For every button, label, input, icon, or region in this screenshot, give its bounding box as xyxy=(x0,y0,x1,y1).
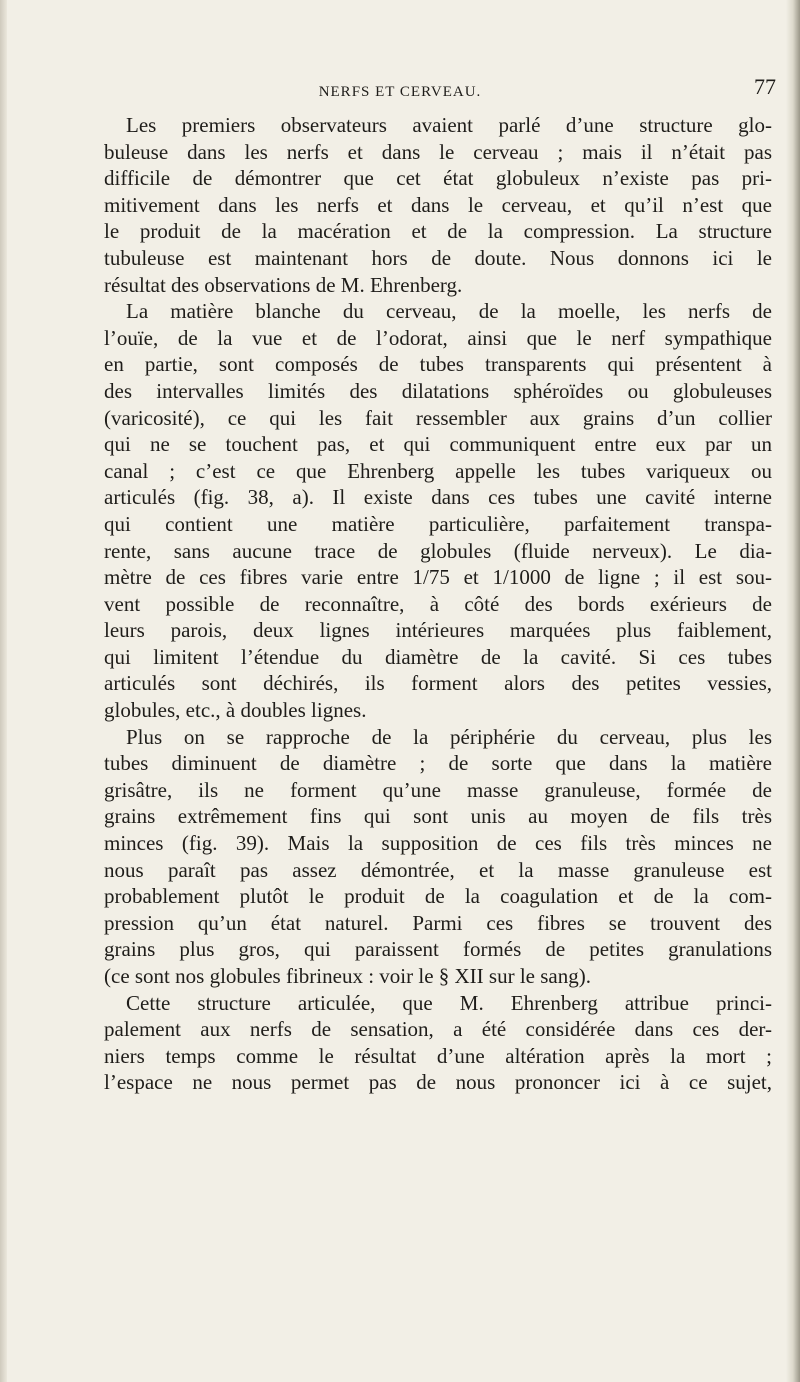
text-line: canal ; c’est ce que Ehrenberg appelle les tubes variqueux ou xyxy=(104,458,772,483)
text-line: (varicosité), ce qui les fait ressembler aux grains d’un collier xyxy=(104,405,772,430)
text-line: résultat des observations de M. Ehrenberg. xyxy=(104,272,463,297)
body-text xyxy=(104,112,772,1096)
text-line: grains plus gros, qui paraissent formés de petites granulations xyxy=(104,937,772,962)
text-line: mitivement dans les nerfs et dans le cerveau, et qu’il n’est que xyxy=(104,192,772,217)
text-line: probablement plutôt le produit de la coagulation et de la com- xyxy=(104,884,772,909)
text-line: (ce sont nos globules fibrineux : voir le § XII sur le sang). xyxy=(104,964,591,988)
text-line: l’ouïe, de la vue et de l’odorat, ainsi que le nerf sympathique xyxy=(104,325,772,350)
text-line: qui limitent l’étendue du diamètre de la cavité. Si ces tubes xyxy=(104,644,772,669)
text-line: globules, etc., à doubles lignes. xyxy=(104,698,367,723)
text-line: articulés (fig. 38, a). Il existe dans ces tubes une cavité interne xyxy=(104,485,772,510)
text-line: qui ne se touchent pas, et qui communiquent entre eux par un xyxy=(104,432,772,457)
text-line: articulés sont déchirés, ils forment alors des petites vessies, xyxy=(104,671,772,696)
text-line: l’espace ne nous permet pas de nous prononcer ici à ce sujet, xyxy=(104,1070,772,1095)
text-line: La matière blanche du cerveau, de la moelle, les nerfs de xyxy=(126,299,772,324)
text-line: vent possible de reconnaître, à côté des bords exérieurs de xyxy=(104,591,772,616)
text-line: Cette structure articulée, que M. Ehrenberg attribue princi- xyxy=(126,990,772,1015)
text-line: Plus on se rapproche de la périphérie du cerveau, plus les xyxy=(126,724,772,749)
text-line: buleuse dans les nerfs et dans le cerveau ; mais il n’était pas xyxy=(104,139,772,164)
page-number: 77 xyxy=(754,74,776,99)
text-line: grains extrêmement fins qui sont unis au moyen de fils très xyxy=(104,804,772,829)
text-line: le produit de la macération et de la compression. La structure xyxy=(104,219,772,244)
text-line: pression qu’un état naturel. Parmi ces fibres se trouvent des xyxy=(104,910,772,935)
text-line: difficile de démontrer que cet état globuleux n’existe pas pri- xyxy=(104,166,772,191)
text-line: nous paraît pas assez démontrée, et la masse granuleuse est xyxy=(104,857,772,882)
page-left-edge xyxy=(0,0,7,1382)
text-line: en partie, sont composés de tubes transparents qui présentent à xyxy=(104,352,772,377)
text-line: palement aux nerfs de sensation, a été considérée dans ces der- xyxy=(104,1017,772,1042)
text-line: des intervalles limités des dilatations sphéroïdes ou globuleuses xyxy=(104,378,772,403)
text-line: minces (fig. 39). Mais la supposition de ces fils très minces ne xyxy=(104,831,772,856)
text-line: mètre de ces fibres varie entre 1/75 et 1/1000 de ligne ; il est sou- xyxy=(104,565,772,590)
page-right-edge xyxy=(786,0,800,1382)
text-line: rente, sans aucune trace de globules (fluide nerveux). Le dia- xyxy=(104,538,772,563)
text-line: Les premiers observateurs avaient parlé d’une structure glo- xyxy=(126,113,772,137)
text-line: leurs parois, deux lignes intérieures marquées plus faiblement, xyxy=(104,618,772,643)
running-head: NERFS ET CERVEAU. xyxy=(318,84,482,100)
text-line: tubes diminuent de diamètre ; de sorte que dans la matière xyxy=(104,751,772,776)
text-line: qui contient une matière particulière, parfaitement transpa- xyxy=(104,511,772,536)
text-line: grisâtre, ils ne forment qu’une masse granuleuse, formée de xyxy=(104,777,772,802)
text-line: tubuleuse est maintenant hors de doute. Nous donnons ici le xyxy=(104,245,772,270)
text-line: niers temps comme le résultat d’une altération après la mort ; xyxy=(104,1043,772,1068)
